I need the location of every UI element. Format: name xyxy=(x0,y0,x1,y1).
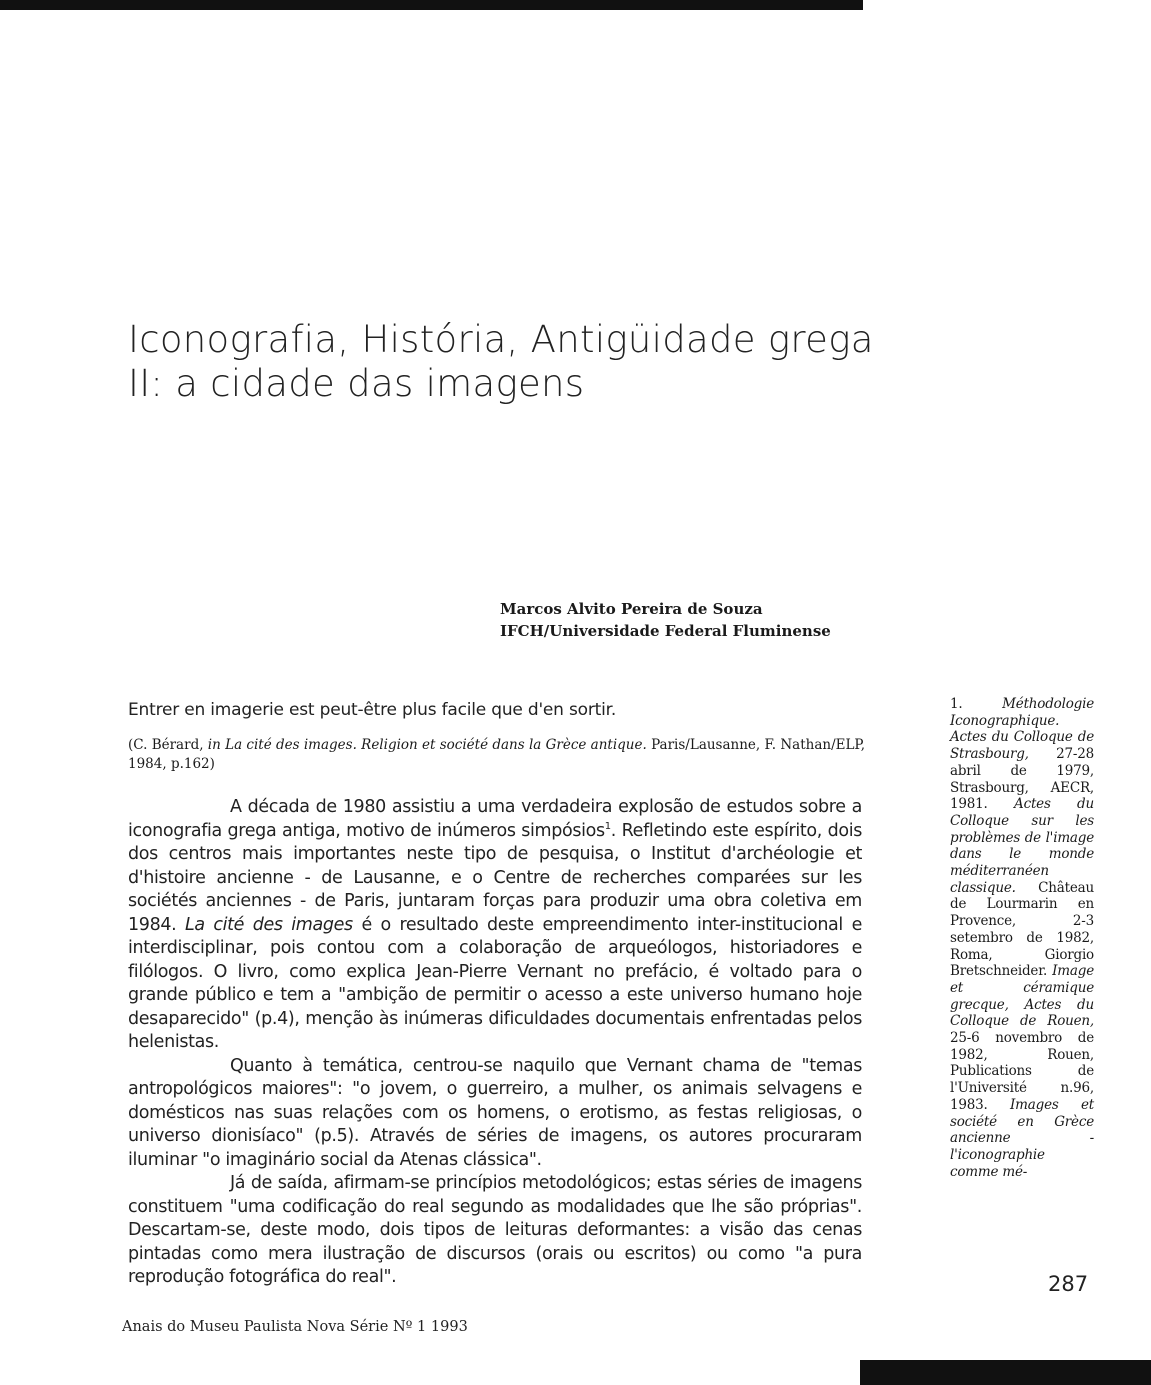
author-name: Marcos Alvito Pereira de Souza xyxy=(500,600,763,618)
article-body xyxy=(128,796,862,1290)
paragraph-2: Quanto à temática, centrou-se naquilo que Vernant chama de "temas antropológicos maiores": "o jovem, o guerreiro, a mulher, os animais selvagens e domésticos nas suas relações com os homens, o erotismo, as festas religiosas, o universo dionisíaco" (p.5). Através de séries de imagens, os autores procuraram iluminar "o imaginário social da Atenas clássica". xyxy=(128,1055,862,1170)
footnote-title-7: Images et société en Grèce ancienne - l'iconographie comme mé- xyxy=(950,1096,1094,1180)
epigraph: Entrer en imagerie est peut-être plus facile que d'en sortir. xyxy=(128,700,617,720)
epigraph-citation xyxy=(128,736,868,774)
p1-book-title: La cité des images xyxy=(184,914,353,935)
citation-suffix: Paris/Lausanne, F. Nathan/ELP, 1984, p.162) xyxy=(128,737,866,772)
footnote-title-1: Méthodologie Iconographique. Actes du Colloque de Strasbourg, xyxy=(950,696,1094,763)
footnote-title-5: Image et céramique grecque, Actes du Colloque de Rouen, xyxy=(950,963,1094,1030)
paragraph-3: Já de saída, afirmam-se princípios metodológicos; estas séries de imagens constituem "uma codificação do real segundo as modalidades que lhe são próprias". Descartam-se, deste modo, dois tipos de leituras deformantes: a visão das cenas pintadas como mera ilustração de discursos (orais ou escritos) ou como "a pura reprodução fotográfica do real". xyxy=(128,1173,862,1287)
journal-footer: Anais do Museu Paulista Nova Série Nº 1 1993 xyxy=(122,1319,468,1335)
author-block xyxy=(500,598,860,642)
page-number: 287 xyxy=(1048,1272,1089,1296)
citation-title: in La cité des images. Religion et société dans la Grèce antique. xyxy=(207,737,647,753)
author-institution: IFCH/Universidade Federal Fluminense xyxy=(500,622,831,640)
p1-text-b: . Refletindo este espírito, dois dos centros mais importantes neste tipo de pesquisa, o Institut d'archéologie et d'histoire ancienne - de Lausanne, e o Centre de recherches comparées sur les sociétés anciennes - de Paris, juntaram forças para produzir uma obra coletiva em 1984. xyxy=(128,820,863,935)
footnote-text-6: 25-6 novembro de 1982, Rouen, Publications de l'Université n.96, 1983. xyxy=(950,1030,1094,1113)
footnote-number: 1. xyxy=(950,696,963,712)
title-line-2: II: a cidade das imagens xyxy=(128,362,585,405)
title-line-1: Iconografia, História, Antigüidade grega xyxy=(128,318,874,361)
footnote-title-3: Actes du Colloque sur les problèmes de l'image dans le monde méditerranéen classique. xyxy=(950,796,1094,896)
bottom-rule xyxy=(860,1360,1151,1385)
footnote-1 xyxy=(950,696,1094,1180)
citation-prefix: (C. Bérard, xyxy=(128,737,204,753)
paragraph-1 xyxy=(128,796,862,1055)
footnote-text-4: Château de Lourmarin en Provence, 2-3 setembro de 1982, Roma, Giorgio Bretschneider. xyxy=(950,879,1094,980)
top-rule xyxy=(0,0,863,10)
p1-text-a: A década de 1980 assistiu a uma verdadeira explosão de estudos sobre a iconografia grega antiga, motivo de inúmeros simpósios xyxy=(128,797,862,841)
article-title xyxy=(128,318,888,406)
p1-text-c: é o resultado deste empreendimento inter-institucional e interdisciplinar, pois contou com a colaboração de arqueólogos, historiadores e filólogos. O livro, como explica Jean-Pierre Vernant no prefácio, é voltado para o grande público e tem a "ambição de permitir o acesso a este universo humano hoje desaparecido" (p.4), menção às inúmeras dificuldades documentais enfrentadas pelos helenistas. xyxy=(128,914,862,1052)
footnote-text-2: 27-28 abril de 1979, Strasbourg, AECR, 1981. xyxy=(950,746,1094,813)
footnote-ref-1: 1 xyxy=(604,820,611,832)
